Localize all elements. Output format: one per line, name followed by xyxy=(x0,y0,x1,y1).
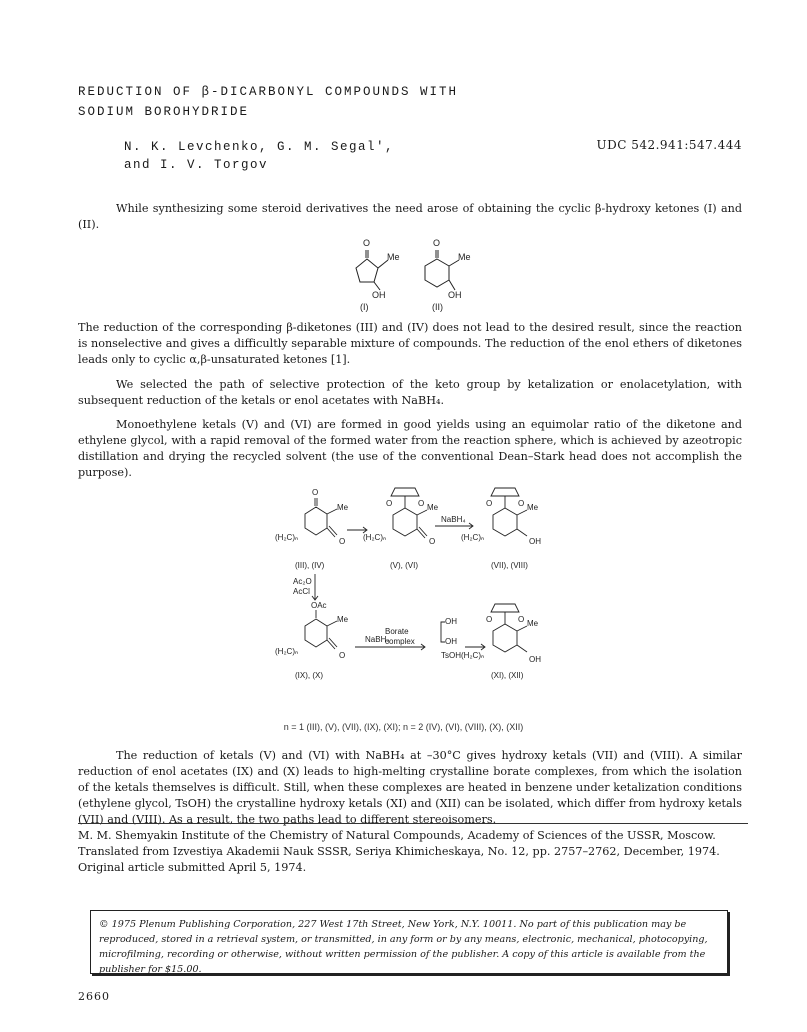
label-oh-1: OH xyxy=(372,290,386,300)
paragraph-protection: We selected the path of selective protection of the keto group by ketalization or enolacetylation, with subsequent reduction of the ketals or enol acetates with NaBH₄. xyxy=(78,378,742,407)
scheme-h2c-c: (H₂C)ₙ xyxy=(461,533,485,542)
paragraph-diketones: The reduction of the corresponding β-diketones (III) and (IV) does not lead to the desired result, since the reaction is nonselective and gives a difficultly separable mixture of compounds. The reduction of the enol ethers of diketones leads only to cyclic α,β-unsaturated ketones [1]. xyxy=(78,321,742,366)
scheme-o-f1: O xyxy=(486,615,493,624)
scheme-o-f2: O xyxy=(518,615,525,624)
scheme-o-a: O xyxy=(312,488,319,497)
article-title xyxy=(78,82,718,122)
reaction-scheme xyxy=(255,482,575,712)
authors xyxy=(124,138,544,174)
label-o-1: O xyxy=(363,238,371,248)
paragraph-reduction: The reduction of ketals (V) and (VI) with NaBH₄ at –30°C gives hydroxy ketals (VII) and (VIII). A similar reduction of enol acetates (IX) and (X) leads to high-melting crystalline borate complexes, from which the isolation of the ketals themselves is difficult. Still, when these complexes are heated in benzene under ketalization conditions (ethylene glycol, TsOH) the crystalline hydroxy ketals (XI) and (XII) can be isolated, which differ from hydroxy ketals (VII) and (VIII). As a result, the two paths lead to different stereoisomers. xyxy=(78,749,742,826)
compound-label-III-IV: (III), (IV) xyxy=(295,561,325,570)
compound-label-VII-VIII: (VII), (VIII) xyxy=(491,561,528,570)
structure-hydroxy-ketones xyxy=(330,232,500,314)
page-number: 2660 xyxy=(78,990,110,1003)
scheme-borate: Borate xyxy=(385,627,409,636)
scheme-o-c1: O xyxy=(486,499,493,508)
scheme-me-d: Me xyxy=(337,615,349,624)
copyright-text: © 1975 Plenum Publishing Corporation, 227 West 17th Street, New York, N.Y. 10011. No part of this publication may be reproduced, stored in a retrieval system, or transmitted, in any form or by any means, electronic, mechanical, photocopying, microfilming, recording or otherwise, without written permission of the publisher. A copy of this article is available from the publisher for $15.00. xyxy=(99,919,708,975)
scheme-me-f: Me xyxy=(527,619,539,628)
scheme-h2c-b: (H₂C)ₙ xyxy=(363,533,387,542)
label-me-2: Me xyxy=(458,252,471,262)
udc-code: UDC 542.941:547.444 xyxy=(596,138,742,152)
scheme-nabh4-2: NaBH₄ xyxy=(365,635,390,644)
scheme-glycol-oh-2: OH xyxy=(445,637,457,646)
scheme-complex: complex xyxy=(385,637,415,646)
scheme-me-b: Me xyxy=(427,503,439,512)
copyright-box xyxy=(90,910,728,974)
scheme-oac: OAc xyxy=(311,601,327,610)
label-o-2: O xyxy=(433,238,441,248)
scheme-me-c: Me xyxy=(527,503,539,512)
affiliation: M. M. Shemyakin Institute of the Chemistry of Natural Compounds, Academy of Sciences of the USSR, Moscow. Translated from Izvestiya Akademii Nauk SSSR, Seriya Khimicheskaya, No. 12, pp. 2757–2762, December, 1974. Original article submitted April 5, 1974. xyxy=(78,829,720,874)
compound-label-V-VI: (V), (VI) xyxy=(390,561,418,570)
structure-hydroxy-ketones-svg xyxy=(330,232,500,314)
scheme-nabh4-1: NaBH₄ xyxy=(441,515,466,524)
paragraph-ketals: Monoethylene ketals (V) and (VI) are formed in good yields using an equimolar ratio of the diketone and ethylene glycol, with a rapid removal of the formed water from the reaction sphere, which is achieved by azeotropic distillation and drying the recycled solvent (the use of the conventional Dean–Stark head does not accomplish the purpose). xyxy=(78,418,742,479)
scheme-o-b2: O xyxy=(418,499,425,508)
label-oh-2: OH xyxy=(448,290,462,300)
paragraph-intro: While synthesizing some steroid derivatives the need arose of obtaining the cyclic β-hydroxy ketones (I) and (II). xyxy=(78,202,742,231)
scheme-oh-f: OH xyxy=(529,655,541,664)
scheme-o-b1: O xyxy=(386,499,393,508)
scheme-o-c2: O xyxy=(518,499,525,508)
scheme-o-b3: O xyxy=(429,537,436,546)
scheme-acci: AcCl xyxy=(293,587,310,596)
compound-label-IX-X: (IX), (X) xyxy=(295,671,323,680)
scheme-h2c-f: (H₂C)ₙ xyxy=(461,651,485,660)
scheme-h2c-d: (H₂C)ₙ xyxy=(275,647,299,656)
compound-label-II: (II) xyxy=(432,302,443,312)
scheme-oh-c: OH xyxy=(529,537,541,546)
scheme-glycol-oh-1: OH xyxy=(445,617,457,626)
scheme-h2c-a: (H₂C)ₙ xyxy=(275,533,299,542)
title-line-2: SODIUM BOROHYDRIDE xyxy=(78,105,250,119)
scheme-tsoh: TsOH xyxy=(441,651,461,660)
n-caption: n = 1 (III), (V), (VII), (IX), (XI); n = 2 (IV), (VI), (VIII), (X), (XII) xyxy=(283,722,524,732)
reaction-scheme-svg xyxy=(255,482,575,712)
scheme-ac2o: Ac₂O xyxy=(293,577,312,586)
title-line-1: REDUCTION OF β-DICARBONYL COMPOUNDS WITH xyxy=(78,85,459,99)
footnote-divider xyxy=(78,823,748,824)
compound-label-XI-XII: (XI), (XII) xyxy=(491,671,524,680)
authors-line-1: N. K. Levchenko, G. M. Segal', xyxy=(124,140,395,154)
compound-label-I: (I) xyxy=(360,302,369,312)
authors-line-2: and I. V. Torgov xyxy=(124,158,269,172)
scheme-o-a2: O xyxy=(339,537,346,546)
scheme-me-a: Me xyxy=(337,503,349,512)
label-me-1: Me xyxy=(387,252,400,262)
scheme-o-d: O xyxy=(339,651,346,660)
